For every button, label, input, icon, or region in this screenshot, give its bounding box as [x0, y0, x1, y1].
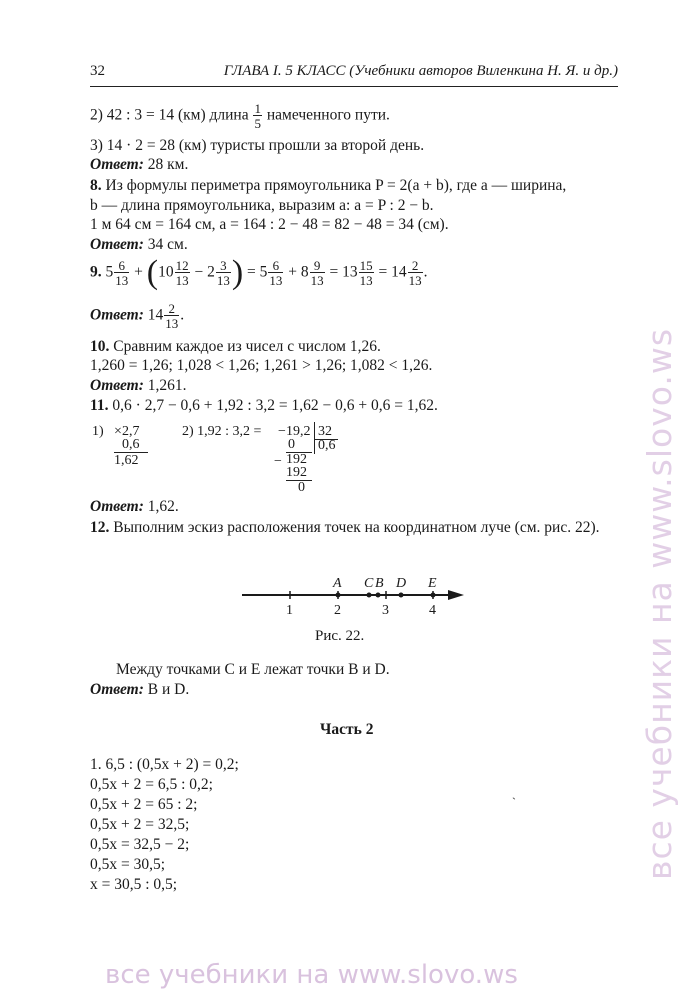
point-e — [431, 593, 436, 598]
solution-line: 1 м 64 см = 164 см, a = 164 : 2 − 48 = 82 − 48 = 34 (см). — [90, 216, 449, 233]
header-rule — [90, 86, 618, 87]
point-label: E — [428, 576, 437, 591]
solution-line: 3) 14 · 2 = 28 (км) туристы прошли за второй день. — [90, 137, 425, 154]
page-number: 32 — [90, 63, 105, 79]
answer-line: Ответ: 34 см. — [90, 236, 188, 253]
tick-label: 1 — [286, 603, 293, 618]
answer-line: Ответ: 1,261. — [90, 377, 187, 394]
stray-mark: ` — [512, 795, 516, 809]
problem-9-equation: 9. 5 $\frac{6}{13}$ + (10 $\frac{12}{13}$ − 2 $\frac{3}{13}$ ) = 5 $\frac{6}{13}$ + 8 $\frac{9}{13}$ = 13 $\frac{15}{13}$ = 14 $\frac{2}{13}$ . — [90, 254, 428, 291]
section-title: Часть 2 — [320, 721, 374, 738]
answer-line: Ответ: B и D. — [90, 681, 190, 698]
problem-11: 11. 0,6 · 2,7 − 0,6 + 1,92 : 3,2 = 1,62 − 0,6 + 0,6 = 1,62. — [90, 397, 438, 414]
solution-line: b — длина прямоугольника, выразим a: a = P : 2 − b. — [90, 197, 434, 214]
equation-step: 1. 6,5 : (0,5x + 2) = 0,2; — [90, 756, 239, 773]
solution-line: Между точками C и E лежат точки B и D. — [116, 661, 390, 678]
figure-caption: Рис. 22. — [315, 628, 365, 644]
long-division: − 19,2 32 0,6 0 − 192 192 0 — [278, 424, 348, 494]
point-b — [376, 593, 381, 598]
answer-line: Ответ: 1,62. — [90, 498, 179, 515]
point-label: D — [396, 576, 407, 591]
point-label: B — [375, 576, 384, 591]
coordinate-ray-figure — [240, 572, 470, 620]
point-label: C — [364, 576, 374, 591]
tick-label: 4 — [429, 603, 436, 618]
bottom-watermark: все учебники на www.slovo.ws — [105, 960, 518, 990]
ray-arrowhead — [448, 590, 464, 600]
answer-line: Ответ: 14 $\frac{2}{13}$ . — [90, 301, 185, 331]
tick-label: 2 — [334, 603, 341, 618]
answer-line: Ответ: 28 км. — [90, 156, 189, 173]
page-header — [90, 63, 618, 85]
fraction: $\frac{1}{5}$ — [254, 101, 261, 131]
point-label: A — [333, 576, 342, 591]
division-label: 2) 1,92 : 3,2 = — [182, 424, 262, 439]
point-d — [399, 593, 404, 598]
equation-step: x = 30,5 : 0,5; — [90, 876, 178, 893]
multiplication-label: 1) — [92, 424, 104, 439]
tick-label: 3 — [382, 603, 389, 618]
problem-12: 12. Выполним эскиз расположения точек на координатном луче (см. рис. 22). — [90, 519, 600, 536]
equation-step: 0,5x + 2 = 6,5 : 0,2; — [90, 776, 213, 793]
equation-step: 0,5x + 2 = 65 : 2; — [90, 796, 198, 813]
point-c — [367, 593, 372, 598]
chapter-title: ГЛАВА I. 5 КЛАСС (Учебники авторов Виленкина Н. Я. и др.) — [223, 63, 618, 79]
problem-8: 8. Из формулы периметра прямоугольника P = 2(a + b), где a — ширина, — [90, 177, 567, 194]
solution-line: 2) 42 : 3 = 14 (км) длина $\frac{1}{5}$ намеченного пути. — [90, 101, 390, 131]
point-a — [336, 593, 341, 598]
equation-step: 0,5x = 30,5; — [90, 856, 166, 873]
equation-step: 0,5x = 32,5 − 2; — [90, 836, 190, 853]
solution-line: 1,260 = 1,26; 1,028 < 1,26; 1,261 > 1,26; 1,082 < 1,26. — [90, 357, 433, 374]
problem-10: 10. Сравним каждое из чисел с числом 1,26. — [90, 338, 381, 355]
equation-step: 0,5x + 2 = 32,5; — [90, 816, 190, 833]
